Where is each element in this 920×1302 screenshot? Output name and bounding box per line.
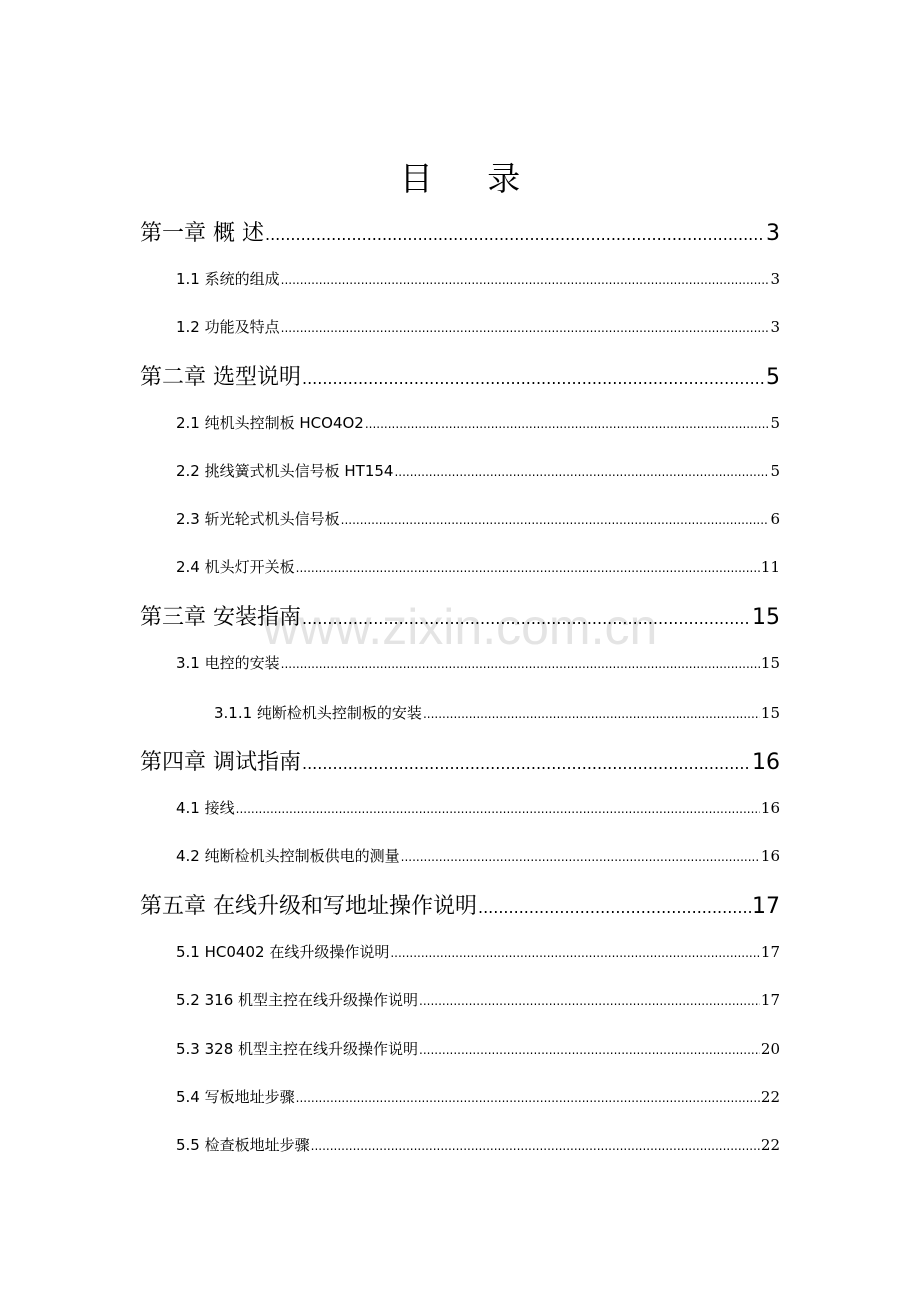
toc-label: 第一章 概 述 xyxy=(140,221,264,246)
dot-leader xyxy=(419,1040,760,1058)
toc-page-number: 5 xyxy=(770,462,780,480)
toc-label: 4.1 接线 xyxy=(176,799,235,817)
toc-label: 3.1 电控的安装 xyxy=(176,654,280,672)
toc-page-number: 16 xyxy=(760,799,780,817)
toc-entry-2-2[interactable] xyxy=(176,460,780,481)
toc-label: 1.1 系统的组成 xyxy=(176,270,280,288)
toc-label: 第五章 在线升级和写地址操作说明 xyxy=(140,894,477,919)
toc-entry-1-2[interactable] xyxy=(176,316,780,337)
toc-page-number: 20 xyxy=(760,1040,780,1058)
dot-leader xyxy=(423,704,760,722)
toc-label: 3.1.1 纯断检机头控制板的安装 xyxy=(214,704,422,722)
dot-leader xyxy=(302,750,751,775)
dot-leader xyxy=(281,654,760,672)
dot-leader xyxy=(365,414,770,432)
toc-label: 5.4 写板地址步骤 xyxy=(176,1088,295,1106)
toc-page-number: 22 xyxy=(760,1088,780,1106)
toc-page-number: 17 xyxy=(760,991,780,1009)
dot-leader xyxy=(401,847,760,865)
dot-leader xyxy=(265,221,765,246)
toc-entry-3-1[interactable] xyxy=(176,652,780,673)
toc-entry-5-2[interactable] xyxy=(176,989,780,1010)
dot-leader xyxy=(302,365,765,390)
dot-leader xyxy=(394,462,769,480)
toc-page-number: 5 xyxy=(766,365,780,390)
dot-leader xyxy=(296,558,760,576)
toc-entry-chapter-4[interactable] xyxy=(140,745,780,776)
toc-page-number: 6 xyxy=(770,510,780,528)
dot-leader xyxy=(390,943,760,961)
toc-entry-2-1[interactable] xyxy=(176,412,780,433)
toc-label: 5.3 328 机型主控在线升级操作说明 xyxy=(176,1040,419,1058)
watermark: www.zixin.com.cn xyxy=(262,599,658,655)
toc-entry-5-3[interactable] xyxy=(176,1038,780,1059)
dot-leader xyxy=(281,270,770,288)
toc-label: 第二章 选型说明 xyxy=(140,365,301,390)
toc-entry-5-1[interactable] xyxy=(176,941,780,962)
toc-entry-3-1-1[interactable] xyxy=(214,702,780,723)
toc-entry-4-1[interactable] xyxy=(176,797,780,818)
toc-page-number: 16 xyxy=(752,750,780,775)
toc-label: 5.2 316 机型主控在线升级操作说明 xyxy=(176,991,419,1009)
toc-page-number: 3 xyxy=(770,270,780,288)
toc-label: 5.1 HC0402 在线升级操作说明 xyxy=(176,943,390,961)
toc-page-number: 22 xyxy=(760,1136,780,1154)
toc-entry-2-3[interactable] xyxy=(176,508,780,529)
toc-entry-chapter-1[interactable] xyxy=(140,216,780,247)
page-title: 目 录 xyxy=(399,159,543,198)
dot-leader xyxy=(311,1136,760,1154)
toc-page-number: 3 xyxy=(766,221,780,246)
dot-leader xyxy=(341,510,770,528)
toc-label: 2.1 纯机头控制板 HCO4O2 xyxy=(176,414,364,432)
dot-leader xyxy=(302,605,751,630)
toc-label: 第四章 调试指南 xyxy=(140,750,301,775)
toc-entry-chapter-3[interactable] xyxy=(140,600,780,631)
toc-entry-5-5[interactable] xyxy=(176,1134,780,1155)
dot-leader xyxy=(296,1088,760,1106)
dot-leader xyxy=(281,318,770,336)
toc-page-number: 17 xyxy=(752,894,780,919)
toc-entry-1-1[interactable] xyxy=(176,268,780,289)
toc-page-number: 11 xyxy=(760,558,780,576)
toc-label: 2.2 挑线簧式机头信号板 HT154 xyxy=(176,462,394,480)
toc-page-number: 15 xyxy=(760,704,780,722)
toc-page-number: 15 xyxy=(752,605,780,630)
toc-entry-5-4[interactable] xyxy=(176,1086,780,1107)
toc-label: 2.3 斩光轮式机头信号板 xyxy=(176,510,340,528)
toc-page-number: 16 xyxy=(760,847,780,865)
toc-label: 1.2 功能及特点 xyxy=(176,318,280,336)
toc-page-number: 17 xyxy=(760,943,780,961)
toc-entry-2-4[interactable] xyxy=(176,556,780,577)
toc-page-number: 15 xyxy=(760,654,780,672)
toc-label: 2.4 机头灯开关板 xyxy=(176,558,295,576)
dot-leader xyxy=(478,894,751,919)
toc-entry-chapter-2[interactable] xyxy=(140,360,780,391)
toc-label: 4.2 纯断检机头控制板供电的测量 xyxy=(176,847,400,865)
dot-leader xyxy=(236,799,760,817)
toc-entry-chapter-5[interactable] xyxy=(140,889,780,920)
dot-leader xyxy=(419,991,760,1009)
toc-page-number: 3 xyxy=(770,318,780,336)
toc-entry-4-2[interactable] xyxy=(176,845,780,866)
toc-label: 5.5 检查板地址步骤 xyxy=(176,1136,310,1154)
toc-label: 第三章 安装指南 xyxy=(140,605,301,630)
toc-page-number: 5 xyxy=(770,414,780,432)
